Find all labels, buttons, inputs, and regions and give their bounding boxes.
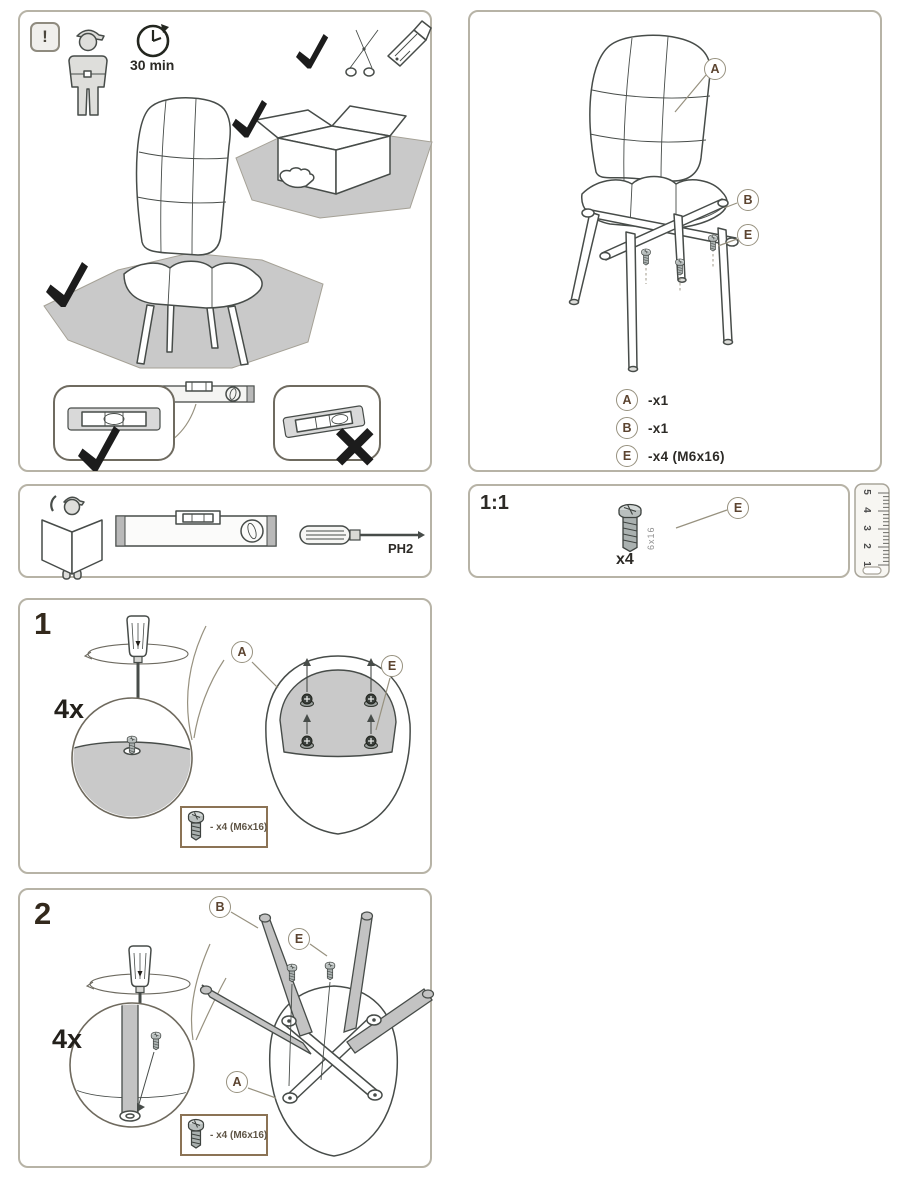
screw-icon [186,1118,206,1152]
level-bad-inset [274,386,380,466]
part-a-badge: A [616,389,638,411]
leg-frame-part-b [570,199,739,372]
clock-icon [138,24,169,56]
magnifier-circle [70,1002,194,1127]
step-number: 1 [34,606,52,641]
level-ok-inset [54,386,174,471]
reading-person-icon [42,496,102,579]
magnifier-circle [68,698,198,822]
warning-icon [30,22,60,52]
scissors-icon [346,30,378,76]
label-e: E [737,224,759,246]
callout-swoosh [188,626,224,740]
scale-panel [468,484,850,578]
assembly-time-label: 30 min [130,57,175,73]
screw-quantity-label: x4 [616,551,634,568]
ruler-number: 2 [861,543,872,549]
parts-panel [468,10,882,472]
part-e-badge: E [616,445,638,467]
ruler-number: 1 [861,561,872,567]
spirit-level-icon [116,511,276,546]
part-b-badge: B [616,417,638,439]
prep-panel [18,10,432,472]
screw-icon [186,810,206,844]
leader-a [252,662,278,688]
screw-icon [619,505,641,552]
parts-list-row [616,417,668,439]
label-a: A [704,58,726,80]
hardware-inset [180,1114,268,1156]
label-e: E [381,655,403,677]
hardware-inset [180,806,268,848]
screw-size-label: 6x16 [646,526,656,550]
leader-e [310,944,327,956]
checkmark-icon [296,34,328,69]
hardware-note: - x4 (M6x16) [210,821,268,833]
ruler-number: 5 [861,489,872,495]
label-b: B [737,189,759,211]
repeat-count: 4x [54,694,85,724]
repeat-count: 4x [52,1024,83,1054]
parts-list-row [616,445,725,467]
leader-b [231,912,258,928]
label-a: A [231,641,253,663]
leader-a [248,1088,276,1098]
step1-panel [18,598,432,874]
hardware-note: - x4 (M6x16) [210,1129,268,1141]
part-b-qty: -x1 [648,420,669,436]
warning-glyph: ! [42,27,48,46]
step2-panel [18,888,432,1168]
label-a: A [226,1071,248,1093]
screw-icon [287,962,335,982]
utility-knife-icon [388,21,431,66]
label-b: B [209,896,231,918]
label-e: E [727,497,749,519]
ruler-number: 3 [861,525,872,531]
person-icon [69,30,107,115]
ruler-icon [854,483,890,578]
parts-list-row [616,389,668,411]
step-number: 2 [34,896,52,931]
ruler-number: 4 [861,507,872,513]
part-e-qty: -x4 (M6x16) [648,448,725,464]
screwdriver-size-label: PH2 [388,541,414,556]
leader-e [676,510,727,528]
tools-panel [18,484,432,578]
label-e: E [288,928,310,950]
part-a-qty: -x1 [648,392,669,408]
scale-ratio-label: 1:1 [480,492,509,514]
